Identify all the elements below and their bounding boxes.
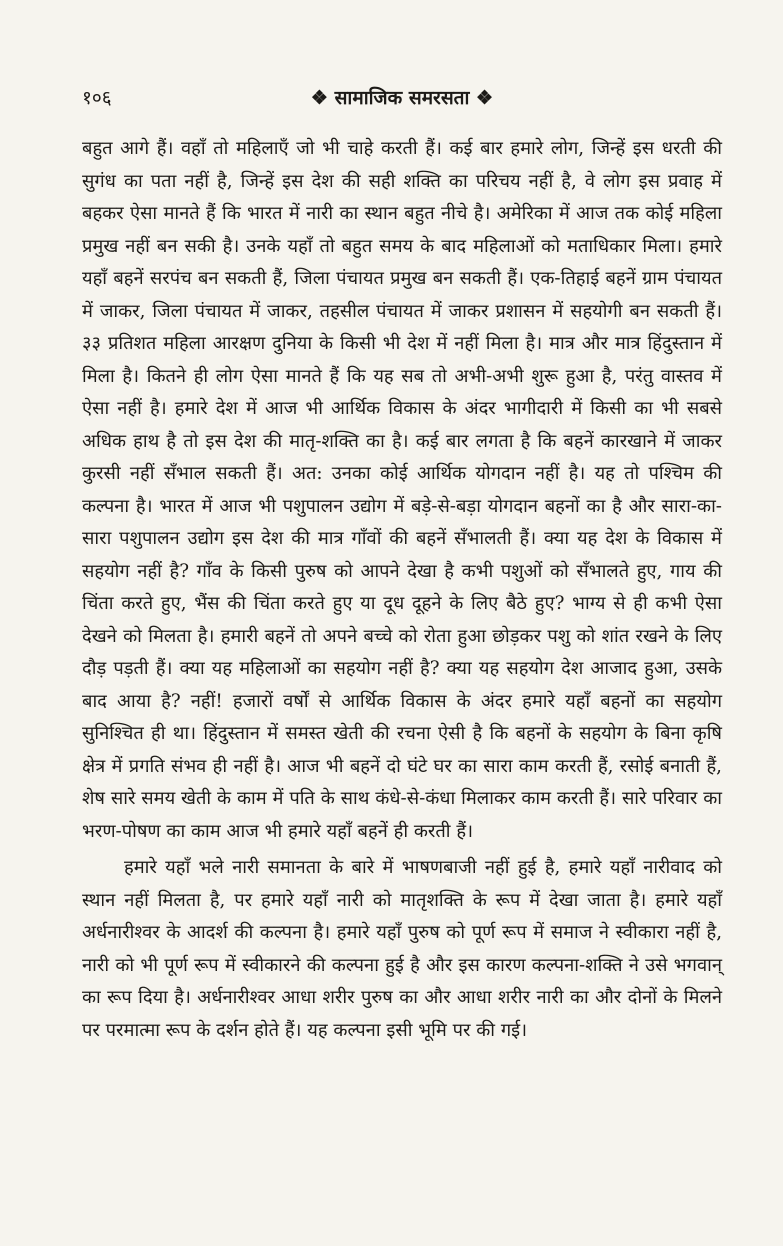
body-text [82,133,722,1047]
paragraph-2: हमारे यहाँ भले नारी समानता के बारे में भाषणबाजी नहीं हुई है, हमारे यहाँ नारीवाद को स्थान नहीं मिलता है, पर हमारे यहाँ नारी को मातृशक्ति के रूप में देखा जाता है। हमारे यहाँ अर्धनारीश्वर के आदर्श की कल्पना है। हमारे यहाँ पुरुष को पूर्ण रूप में समाज ने स्वीकारा नहीं है, नारी को भी पूर्ण रूप में स्वीकारने की कल्पना हुई है और इस कारण कल्पना-शक्ति ने उसे भगवान् का रूप दिया है। अर्धनारीश्वर आधा शरीर पुरुष का और आधा शरीर नारी का और दोनों के मिलने पर परमात्मा रूप के दर्शन होते हैं। यह कल्पना इसी भूमि पर की गई। [82,857,722,1041]
paragraph-1: बहुत आगे हैं। वहाँ तो महिलाएँ जो भी चाहे करती हैं। कई बार हमारे लोग, जिन्हें इस धरती की सुगंध का पता नहीं है, जिन्हें इस देश की सही शक्ति का परिचय नहीं है, वे लोग इस प्रवाह में बहकर ऐसा मानते हैं कि भारत में नारी का स्थान बहुत नीचे है। अमेरिका में आज तक कोई महिला प्रमुख नहीं बन सकी है। उनके यहाँ तो बहुत समय के बाद महिलाओं को मताधिकार मिला। हमारे यहाँ बहनें सरपंच बन सकती हैं, जिला पंचायत प्रमुख बन सकती हैं। एक-तिहाई बहनें ग्राम पंचायत में जाकर, जिला पंचायत में जाकर, तहसील पंचायत में जाकर प्रशासन में सहयोगी बन सकती हैं। ३३ प्रतिशत महिला आरक्षण दुनिया के किसी भी देश में नहीं मिला है। मात्र और मात्र हिंदुस्तान में मिला है। कितने ही लोग ऐसा मानते हैं कि यह सब तो अभी-अभी शुरू हुआ है, परंतु वास्तव में ऐसा नहीं है। हमारे देश में आज भी आर्थिक विकास के अंदर भागीदारी में किसी का भी सबसे अधिक हाथ है तो इस देश की मातृ-शक्ति का है। कई बार लगता है कि बहनें कारखाने में जाकर कुरसी नहीं सँभाल सकती हैं। अत: उनका कोई आर्थिक योगदान नहीं है। यह तो पश्चिम की कल्पना है। भारत में आज भी पशुपालन उद्योग में बड़े-से-बड़ा योगदान बहनों का है और सारा-का-सारा पशुपालन उद्योग इस देश की मात्र गाँवों की बहनें सँभालती हैं। क्या यह देश के विकास में सहयोग नहीं है? गाँव के किसी पुरुष को आपने देखा है कभी पशुओं को सँभालते हुए, गाय की चिंता करते हुए, भैंस की चिंता करते हुए या दूध दूहने के लिए बैठे हुए? भाग्य से ही कभी ऐसा देखने को मिलता है। हमारी बहनें तो अपने बच्चे को रोता हुआ छोड़कर पशु को शांत रखने के लिए दौड़ पड़ती हैं। क्या यह महिलाओं का सहयोग नहीं है? क्या यह सहयोग देश आजाद हुआ, उसके बाद आया है? नहीं! हजारों वर्षों से आर्थिक विकास के अंदर हमारे यहाँ बहनों का सहयोग सुनिश्चित ही था। हिंदुस्तान में समस्त खेती की रचना ऐसी है कि बहनों के सहयोग के बिना कृषि क्षेत्र में प्रगति संभव ही नहीं है। आज भी बहनें दो घंटे घर का सारा काम करती हैं, रसोई बनाती हैं, शेष सारे समय खेती के काम में पति के साथ कंधे-से-कंधा मिलाकर काम करती हैं। सारे परिवार का भरण-पोषण का काम आज भी हमारे यहाँ बहनें ही करती हैं। [82,138,722,842]
page-header [82,84,722,118]
running-title: ❖ सामाजिक समरसता ❖ [310,87,494,109]
page-number: १०६ [82,87,112,109]
